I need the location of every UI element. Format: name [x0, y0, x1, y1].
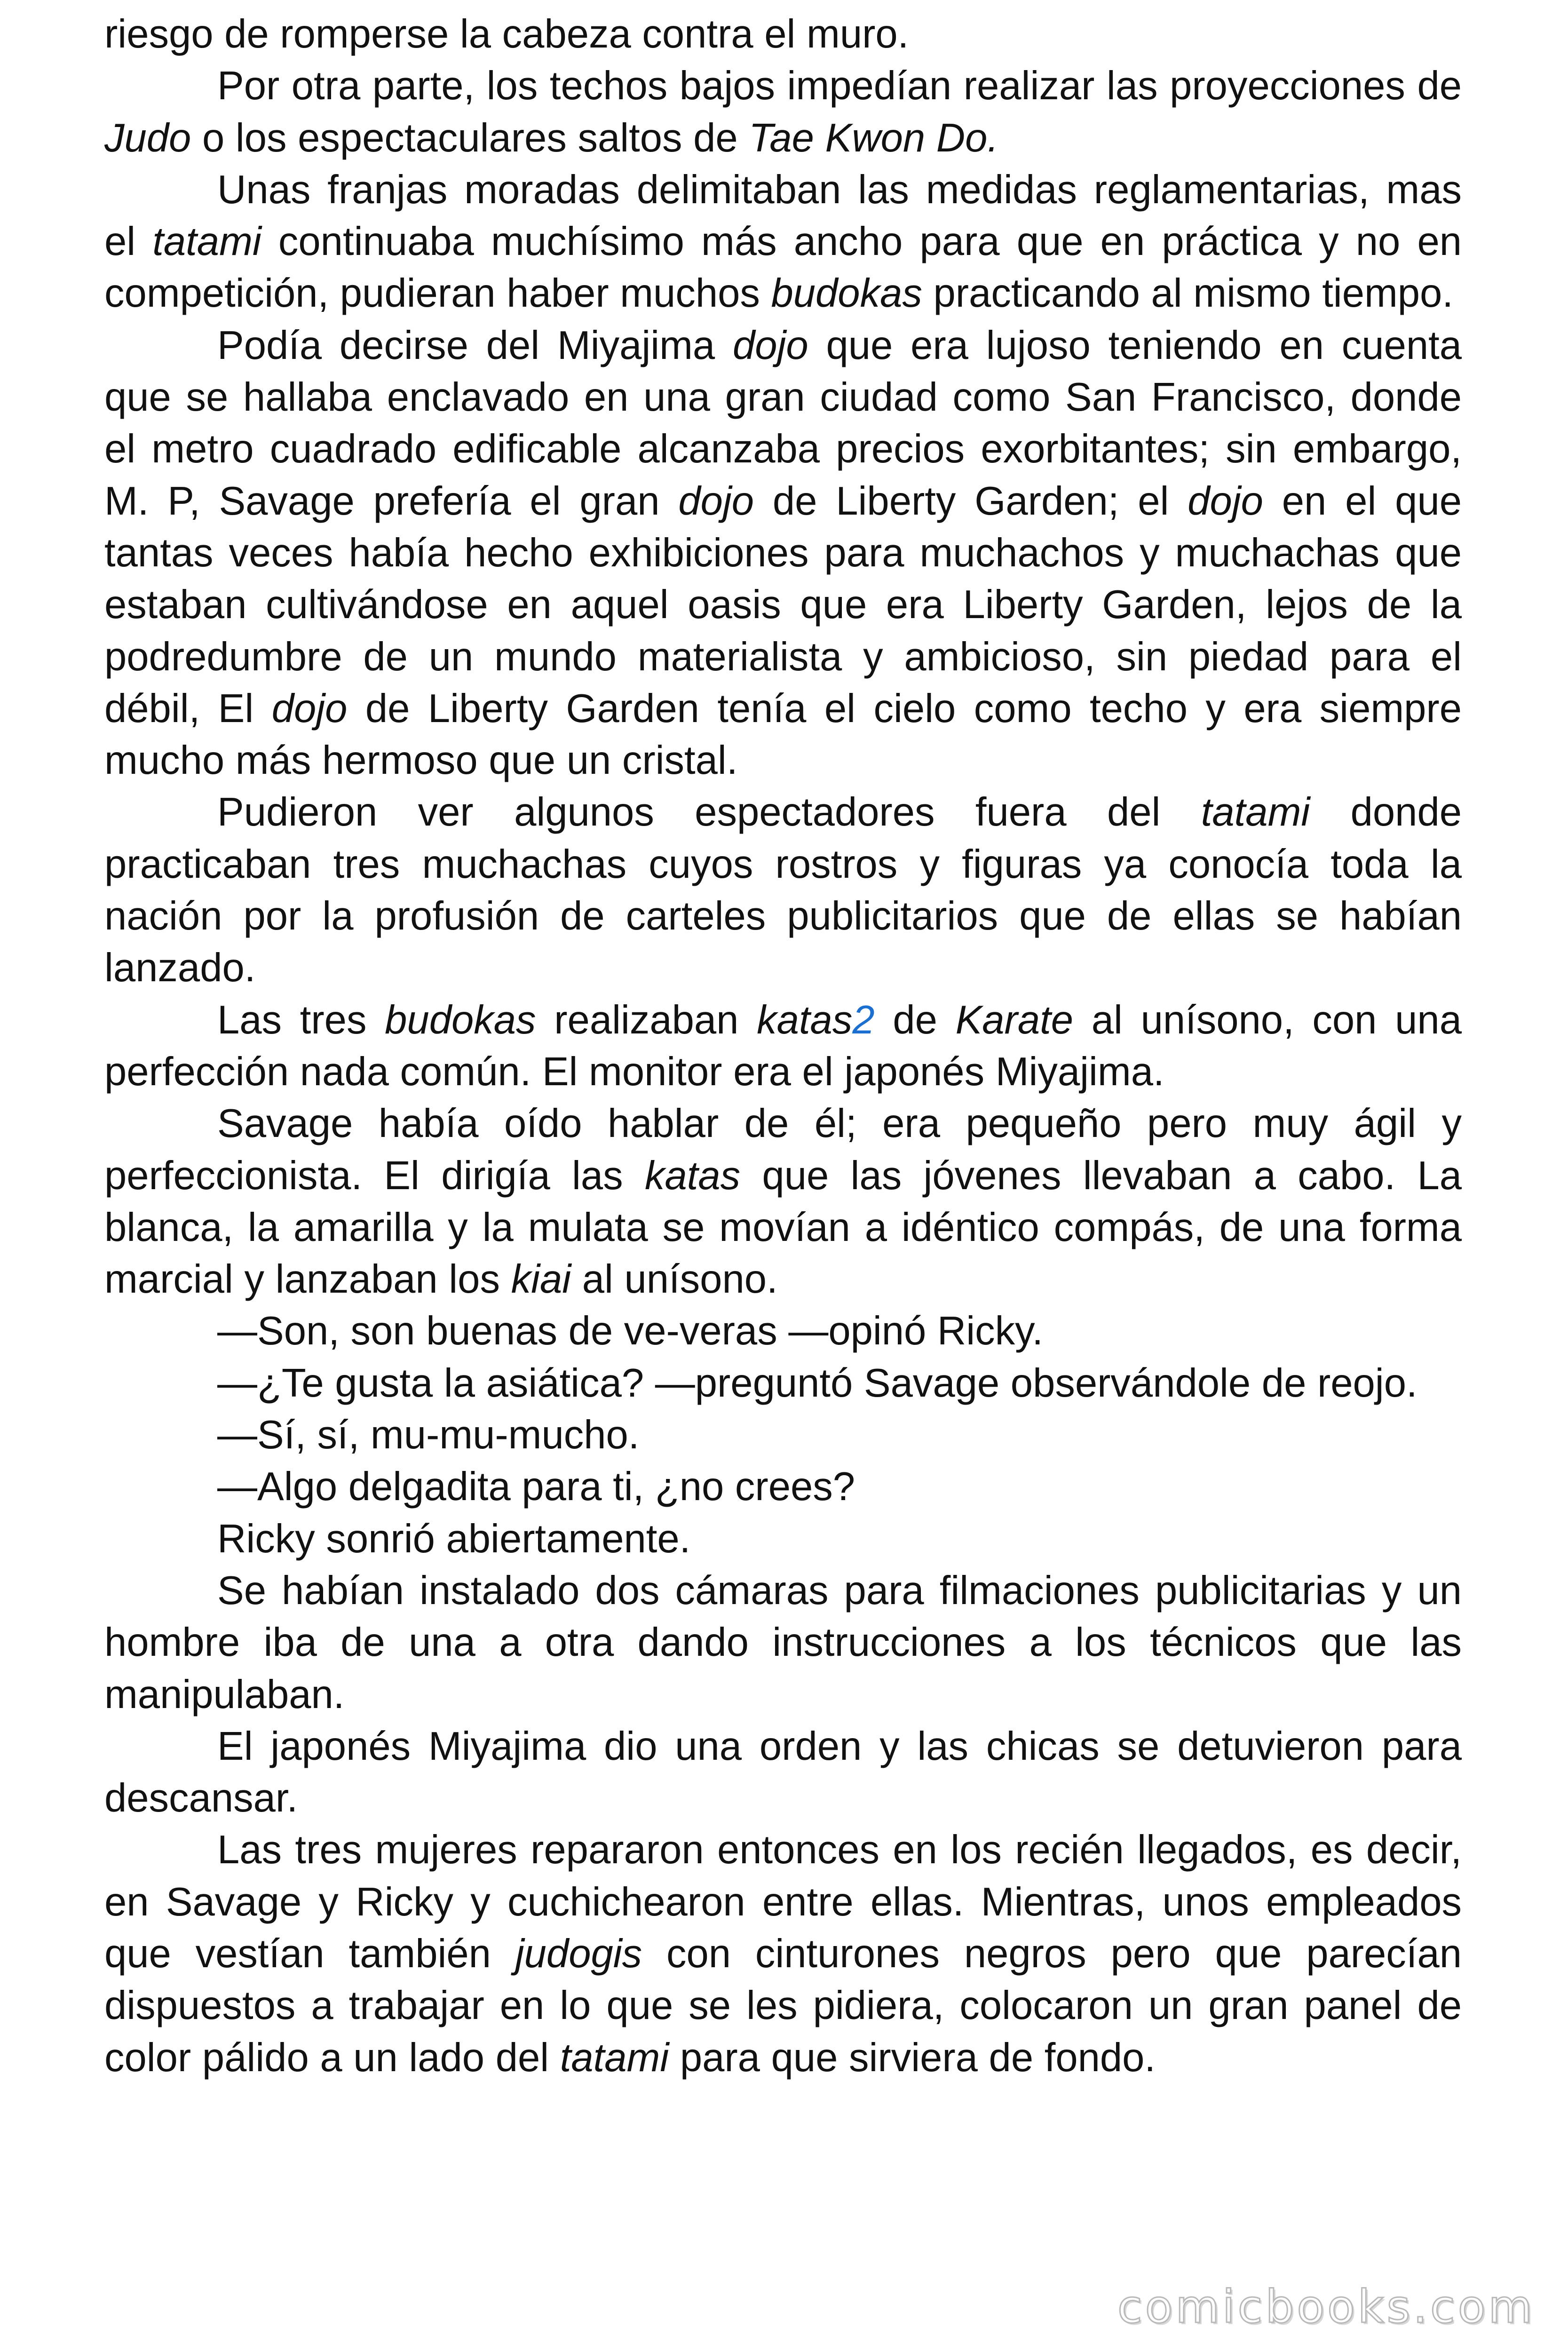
paragraph — [104, 1409, 1462, 1461]
paragraph — [104, 1565, 1462, 1721]
paragraph — [104, 60, 1462, 164]
paragraph — [104, 320, 1462, 787]
paragraph — [104, 1461, 1462, 1513]
paragraph — [104, 1098, 1462, 1305]
text-run: —Son, son buenas de ve-veras —opinó Ricky. — [217, 1309, 1043, 1354]
italic-term: dojo — [733, 323, 808, 368]
text-run: para que sirviera de fondo. — [669, 2035, 1156, 2080]
text-run: en el que tantas veces había hecho exhibiciones para muchachos y muchachas que estaban cultivándose en aquel oasis que era Liberty Garden, lejos de la podredumbre de un mundo materialista y ambicioso, sin piedad para el débil, El — [104, 478, 1462, 731]
text-run: —Sí, sí, mu-mu-mucho. — [217, 1413, 640, 1458]
paragraph — [104, 1305, 1462, 1357]
italic-term: Judo — [104, 115, 191, 160]
text-run: de Liberty Garden; el — [754, 478, 1188, 524]
body-text — [104, 8, 1462, 2084]
text-run: realizaban — [536, 997, 757, 1042]
italic-term: tatami — [152, 219, 261, 264]
text-run: El japonés Miyajima dio una orden y las chicas se detuvieron para descansar. — [104, 1724, 1462, 1821]
text-run: que las jóvenes llevaban a cabo. La blanca, la amarilla y la mulata se movían a idéntico compás, de una forma marcial y lanzaban los — [104, 1153, 1462, 1302]
paragraph — [104, 1824, 1462, 2083]
italic-term: katas — [757, 997, 853, 1042]
text-run: al unísono. — [571, 1257, 778, 1302]
text-run: Por otra parte, los techos bajos impedían realizar las proyecciones de — [217, 64, 1462, 109]
italic-term: budokas — [385, 997, 536, 1042]
paragraph — [104, 1513, 1462, 1565]
paragraph — [104, 1721, 1462, 1825]
text-run: Podía decirse del Miyajima — [217, 323, 733, 368]
footnote-reference[interactable]: 2 — [852, 997, 875, 1042]
italic-term: katas — [644, 1153, 741, 1198]
text-run: o los espectaculares saltos de — [191, 115, 749, 160]
text-run: de Liberty Garden tenía el cielo como techo y era siempre mucho más hermoso que un cristal. — [104, 686, 1462, 783]
paragraph — [104, 1358, 1462, 1409]
italic-term: budokas — [771, 271, 922, 316]
italic-term: Karate — [955, 997, 1074, 1042]
text-run: Las tres — [217, 997, 385, 1042]
italic-term: judogis — [515, 1931, 642, 1976]
paragraph — [104, 8, 1462, 60]
text-run: al unísono, con una perfección nada común. El monitor era el japonés Miyajima. — [104, 997, 1462, 1094]
paragraph — [104, 994, 1462, 1098]
text-run: —Algo delgadita para ti, ¿no crees? — [217, 1464, 855, 1510]
italic-term: dojo — [1188, 478, 1263, 524]
text-run: Unas franjas moradas delimitaban las medidas reglamentarias, mas el — [104, 167, 1462, 264]
text-run: de — [874, 997, 956, 1042]
italic-term: tatami — [560, 2035, 669, 2080]
italic-term: dojo — [678, 478, 754, 524]
watermark: comicbooks.com — [1117, 2280, 1535, 2333]
text-run: —¿Te gusta la asiática? —preguntó Savage observándole de reojo. — [217, 1360, 1418, 1406]
text-run: Las tres mujeres repararon entonces en los recién llegados, es decir, en Savage y Ricky y cuchichearon entre ellas. Mientras, unos empleados que vestían también — [104, 1828, 1462, 1976]
paragraph — [104, 164, 1462, 320]
italic-term: tatami — [1201, 790, 1310, 835]
text-run: riesgo de romperse la cabeza contra el muro. — [104, 12, 909, 56]
text-run: Pudieron ver algunos espectadores fuera del — [217, 790, 1201, 835]
text-run: Se habían instalado dos cámaras para filmaciones publicitarias y un hombre iba de una a otra dando instrucciones a los técnicos que las manipulaban. — [104, 1568, 1462, 1717]
text-run: que era lujoso teniendo en cuenta que se hallaba enclavado en una gran ciudad como San Francisco, donde el metro cuadrado edificable alcanzaba precios exorbitantes; sin embargo, M. P, Savage prefería el gran — [104, 323, 1462, 524]
text-run: Ricky sonrió abiertamente. — [217, 1516, 691, 1561]
text-run: Savage había oído hablar de él; era pequeño pero muy ágil y perfeccionista. El dirigía las — [104, 1101, 1462, 1198]
paragraph — [104, 787, 1462, 994]
text-run: continuaba muchísimo más ancho para que en práctica y no en competición, pudieran haber muchos — [104, 219, 1462, 316]
italic-term: dojo — [271, 686, 348, 731]
italic-term: kiai — [511, 1257, 571, 1302]
italic-term: Tae Kwon Do. — [749, 115, 999, 160]
text-run: donde practicaban tres muchachas cuyos rostros y figuras ya conocía toda la nación por la profusión de carteles publicitarios que de ellas se habían lanzado. — [104, 790, 1462, 991]
text-run: practicando al mismo tiempo. — [922, 271, 1453, 316]
text-run: con cinturones negros pero que parecían dispuestos a trabajar en lo que se les pidiera, colocaron un gran panel de color pálido a un lado del — [104, 1931, 1462, 2080]
